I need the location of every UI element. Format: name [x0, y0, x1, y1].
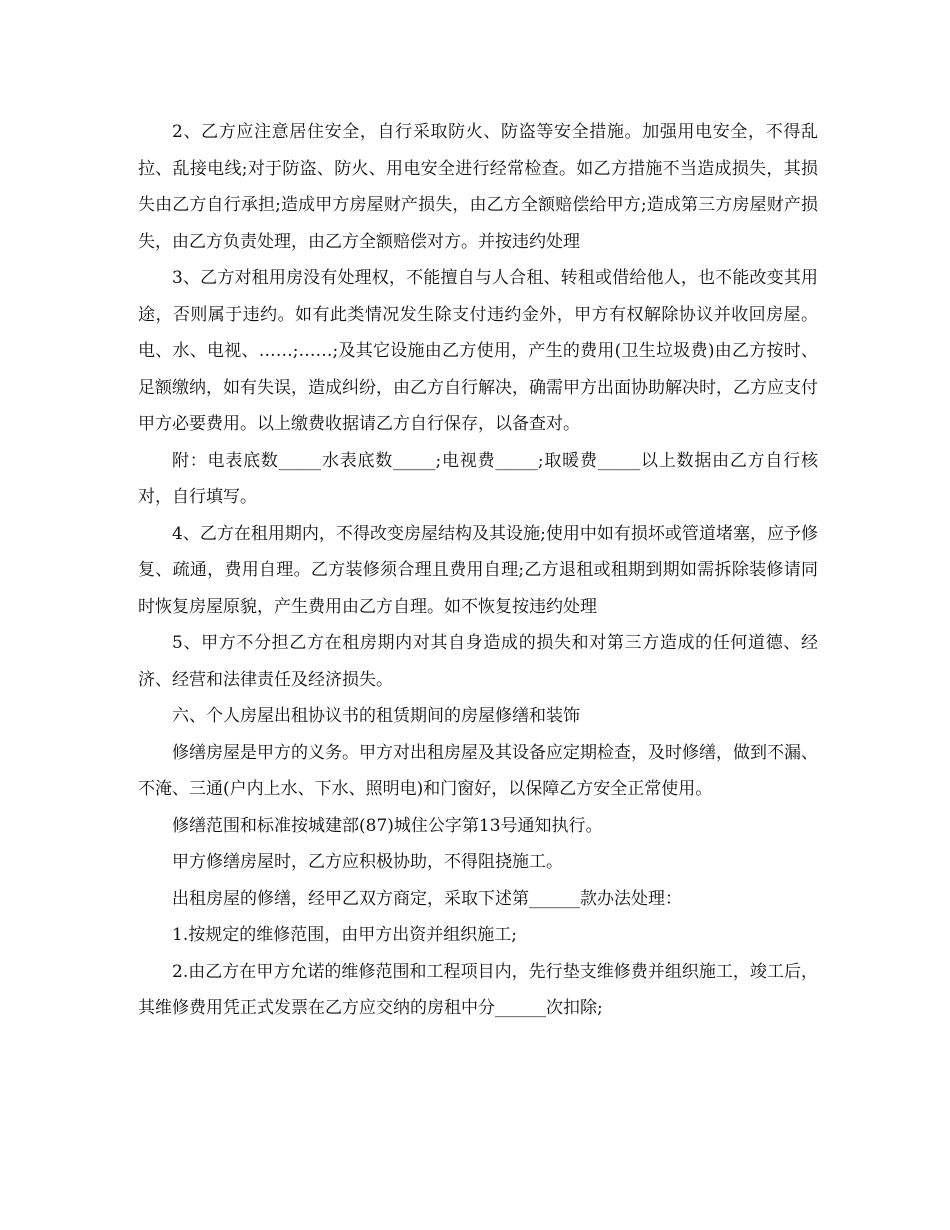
repair-option-1: 1.按规定的维修范围，由甲方出资并组织施工; — [172, 925, 517, 945]
repair-obligation: 修缮房屋是甲方的义务。甲方对出租房屋及其设备应定期检查，及时修缮，做到不漏、不淹、三通(户内上水、下水、照明电)和门窗好，以保障乙方安全正常使用。 — [138, 742, 818, 799]
clause-3-usage-rights: 3、乙方对租用房没有处理权，不能擅自与人合租、转租或借给他人，也不能改变其用途，否则属于违约。如有此类情况发生除支付违约金外，甲方有权解除协议并收回房屋。电、水、电视、……;……;及其它设施由乙方使用，产生的费用(卫生垃圾费)由乙方按时、足额缴纳，如有失误，造成纠纷，由乙方自行解决，确需甲方出面协助解决时，乙方应支付甲方必要费用。以上缴费收据请乙方自行保存，以备查对。 — [138, 268, 818, 434]
clause-2-safety: 2、乙方应注意居住安全，自行采取防火、防盗等安全措施。加强用电安全，不得乱拉、乱接电线;对于防盗、防火、用电安全进行经常检查。如乙方措施不当造成损失，其损失由乙方自行承担;造成甲方房屋财产损失，由乙方全额赔偿给甲方;造成第三方房屋财产损失，由乙方负责处理，由乙方全额赔偿对方。并按违约处理 — [138, 122, 818, 252]
appendix-meter-readings: 附：电表底数_____水表底数_____;电视费_____;取暖费_____以上数据由乙方自行核对，自行填写。 — [138, 450, 818, 507]
document-body — [138, 114, 818, 1027]
clause-5-liability: 5、甲方不分担乙方在租房期内对其自身造成的损失和对第三方造成的任何道德、经济、经营和法律责任及经济损失。 — [138, 633, 818, 690]
repair-standard: 修缮范围和标准按城建部(87)城住公字第13号通知执行。 — [172, 815, 603, 836]
section-6-heading: 六、个人房屋出租协议书的租赁期间的房屋修缮和装饰 — [172, 706, 580, 726]
repair-method-choice: 出租房屋的修缮，经甲乙双方商定，采取下述第______款办法处理： — [172, 888, 682, 909]
clause-4-structure: 4、乙方在租用期内，不得改变房屋结构及其设施;使用中如有损坏或管道堵塞，应予修复、疏通，费用自理。乙方装修须合理且费用自理;乙方退租或租期到期如需拆除装修请同时恢复房屋原貌，产生费用由乙方自理。如不恢复按违约处理 — [138, 523, 818, 617]
repair-option-2: 2.由乙方在甲方允诺的维修范围和工程项目内，先行垫支维修费并组织施工，竣工后，其维修费用凭正式发票在乙方应交纳的房租中分______次扣除; — [138, 961, 818, 1018]
repair-cooperation: 甲方修缮房屋时，乙方应积极协助，不得阻挠施工。 — [172, 852, 563, 872]
